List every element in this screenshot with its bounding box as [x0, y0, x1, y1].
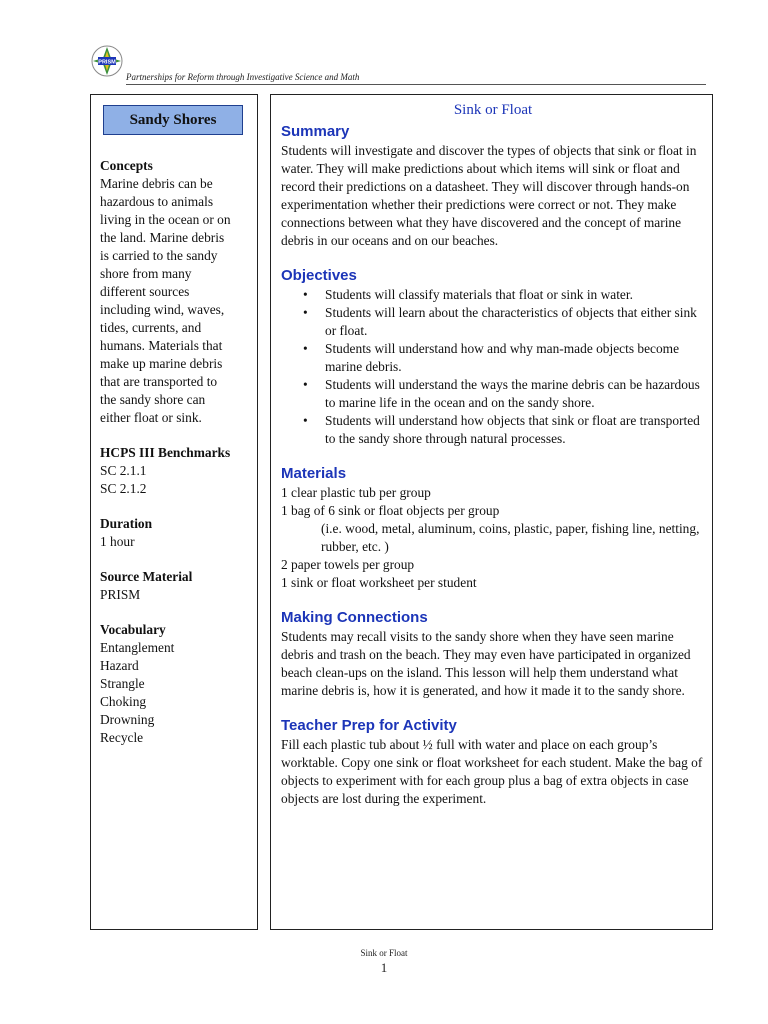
logo-text: PRISM	[98, 59, 116, 66]
prep-text: Fill each plastic tub about ½ full with water and place on each group’s worktable. Copy one sink or float worksheet for each student. Make the bag of objects to experiment with for each group plus a bag of extra objects in case objects are lost during the experiment.	[281, 737, 703, 806]
sidebar-line: that are transported to	[100, 374, 218, 389]
header-divider	[126, 84, 706, 85]
materials-heading: Materials	[281, 465, 347, 482]
sidebar-line: make up marine debris	[100, 356, 223, 371]
sidebar-line: including wind, waves,	[100, 302, 225, 317]
sidebar-line: Hazard	[100, 658, 139, 673]
sidebar-line: SC 2.1.1	[100, 463, 147, 478]
lesson-title: Sink or Float	[453, 102, 533, 118]
objectives-list	[281, 286, 705, 448]
sidebar-heading: Vocabulary	[100, 622, 166, 637]
list-item: • Students will learn about the characteristics of objects that either sink or float.	[303, 305, 697, 338]
bullet-icon: •	[303, 341, 308, 356]
bullet-icon: •	[303, 413, 308, 428]
sidebar-heading: Concepts	[100, 158, 153, 173]
sidebar-line: shore from many	[100, 266, 192, 281]
list-item: • Students will classify materials that float or sink in water.	[303, 287, 633, 302]
bullet-icon: •	[303, 305, 308, 320]
sidebar-section-duration	[100, 515, 256, 551]
materials-line: 1 sink or float worksheet per student	[281, 575, 477, 590]
bullet-icon: •	[303, 377, 308, 392]
sidebar-line: Strangle	[100, 676, 145, 691]
sidebar-line: is carried to the sandy	[100, 248, 218, 263]
unit-badge: Sandy Shores	[103, 105, 243, 135]
bullet-icon: •	[303, 287, 308, 302]
list-item: • Students will understand how objects that sink or float are transported to the sandy shore through natural processes.	[303, 413, 700, 446]
sidebar-heading: HCPS III Benchmarks	[100, 445, 231, 460]
sidebar	[90, 94, 258, 930]
sidebar-line: SC 2.1.2	[100, 481, 147, 496]
sidebar-line: Choking	[100, 694, 147, 709]
page-number: 1	[380, 960, 388, 975]
materials-examples: (i.e. wood, metal, aluminum, coins, plastic, paper, fishing line, netting, rubber, etc. )	[321, 521, 700, 554]
sidebar-section-benchmarks	[100, 444, 256, 498]
sidebar-content	[100, 157, 256, 747]
sidebar-heading: Source Material	[100, 569, 193, 584]
header-tagline: Partnerships for Reform through Investigative Science and Math	[126, 72, 360, 82]
materials-line: 1 clear plastic tub per group	[281, 485, 431, 500]
sidebar-line: humans. Materials that	[100, 338, 223, 353]
page-header	[86, 44, 706, 86]
connections-heading: Making Connections	[281, 609, 428, 626]
sidebar-line: Drowning	[100, 712, 155, 727]
sidebar-line: either float or sink.	[100, 410, 202, 425]
sidebar-heading: Duration	[100, 516, 153, 531]
summary-heading: Summary	[281, 123, 350, 140]
sidebar-line: 1 hour	[100, 534, 135, 549]
materials-line: 2 paper towels per group	[281, 557, 415, 572]
prep-heading: Teacher Prep for Activity	[281, 717, 457, 734]
connections-text: Students may recall visits to the sandy shore when they have seen marine debris and trash on the beach. They may even have participated in organized beach clean-ups on the island. This lesson will help them understand what marine debris is, how it is generated, and how it made it to the sandy shore.	[281, 629, 691, 698]
list-item: • Students will understand the ways the marine debris can be hazardous to marine life in the ocean and on the sandy shore.	[303, 377, 700, 410]
sidebar-line: the land. Marine debris	[100, 230, 225, 245]
sidebar-section-vocabulary	[100, 621, 256, 747]
footer-title: Sink or Float	[360, 948, 408, 958]
sidebar-line: the sandy shore can	[100, 392, 206, 407]
sidebar-line: Recycle	[100, 730, 144, 745]
main-content	[270, 94, 713, 930]
sidebar-line: living in the ocean or on	[100, 212, 231, 227]
list-item: • Students will understand how and why man-made objects become marine debris.	[303, 341, 680, 374]
sidebar-line: tides, currents, and	[100, 320, 202, 335]
materials-line: 1 bag of 6 sink or float objects per group	[281, 503, 500, 518]
sidebar-line: PRISM	[100, 587, 141, 602]
sidebar-line: hazardous to animals	[100, 194, 214, 209]
prism-logo-icon	[90, 44, 124, 78]
sidebar-section-source	[100, 568, 256, 604]
sidebar-line: Entanglement	[100, 640, 175, 655]
summary-text: Students will investigate and discover the types of objects that sink or float in water. They will make predictions about which items will sink or float and record their predictions on a datasheet. They will discover through hands-on experimentation whether their predictions were correct or not. They make connections between what they have discovered and the concept of marine debris in our oceans and on our beaches.	[281, 143, 697, 248]
sidebar-line: different sources	[100, 284, 190, 299]
sidebar-line: Marine debris can be	[100, 176, 213, 191]
objectives-heading: Objectives	[281, 267, 357, 284]
sidebar-section-concepts	[100, 157, 256, 427]
